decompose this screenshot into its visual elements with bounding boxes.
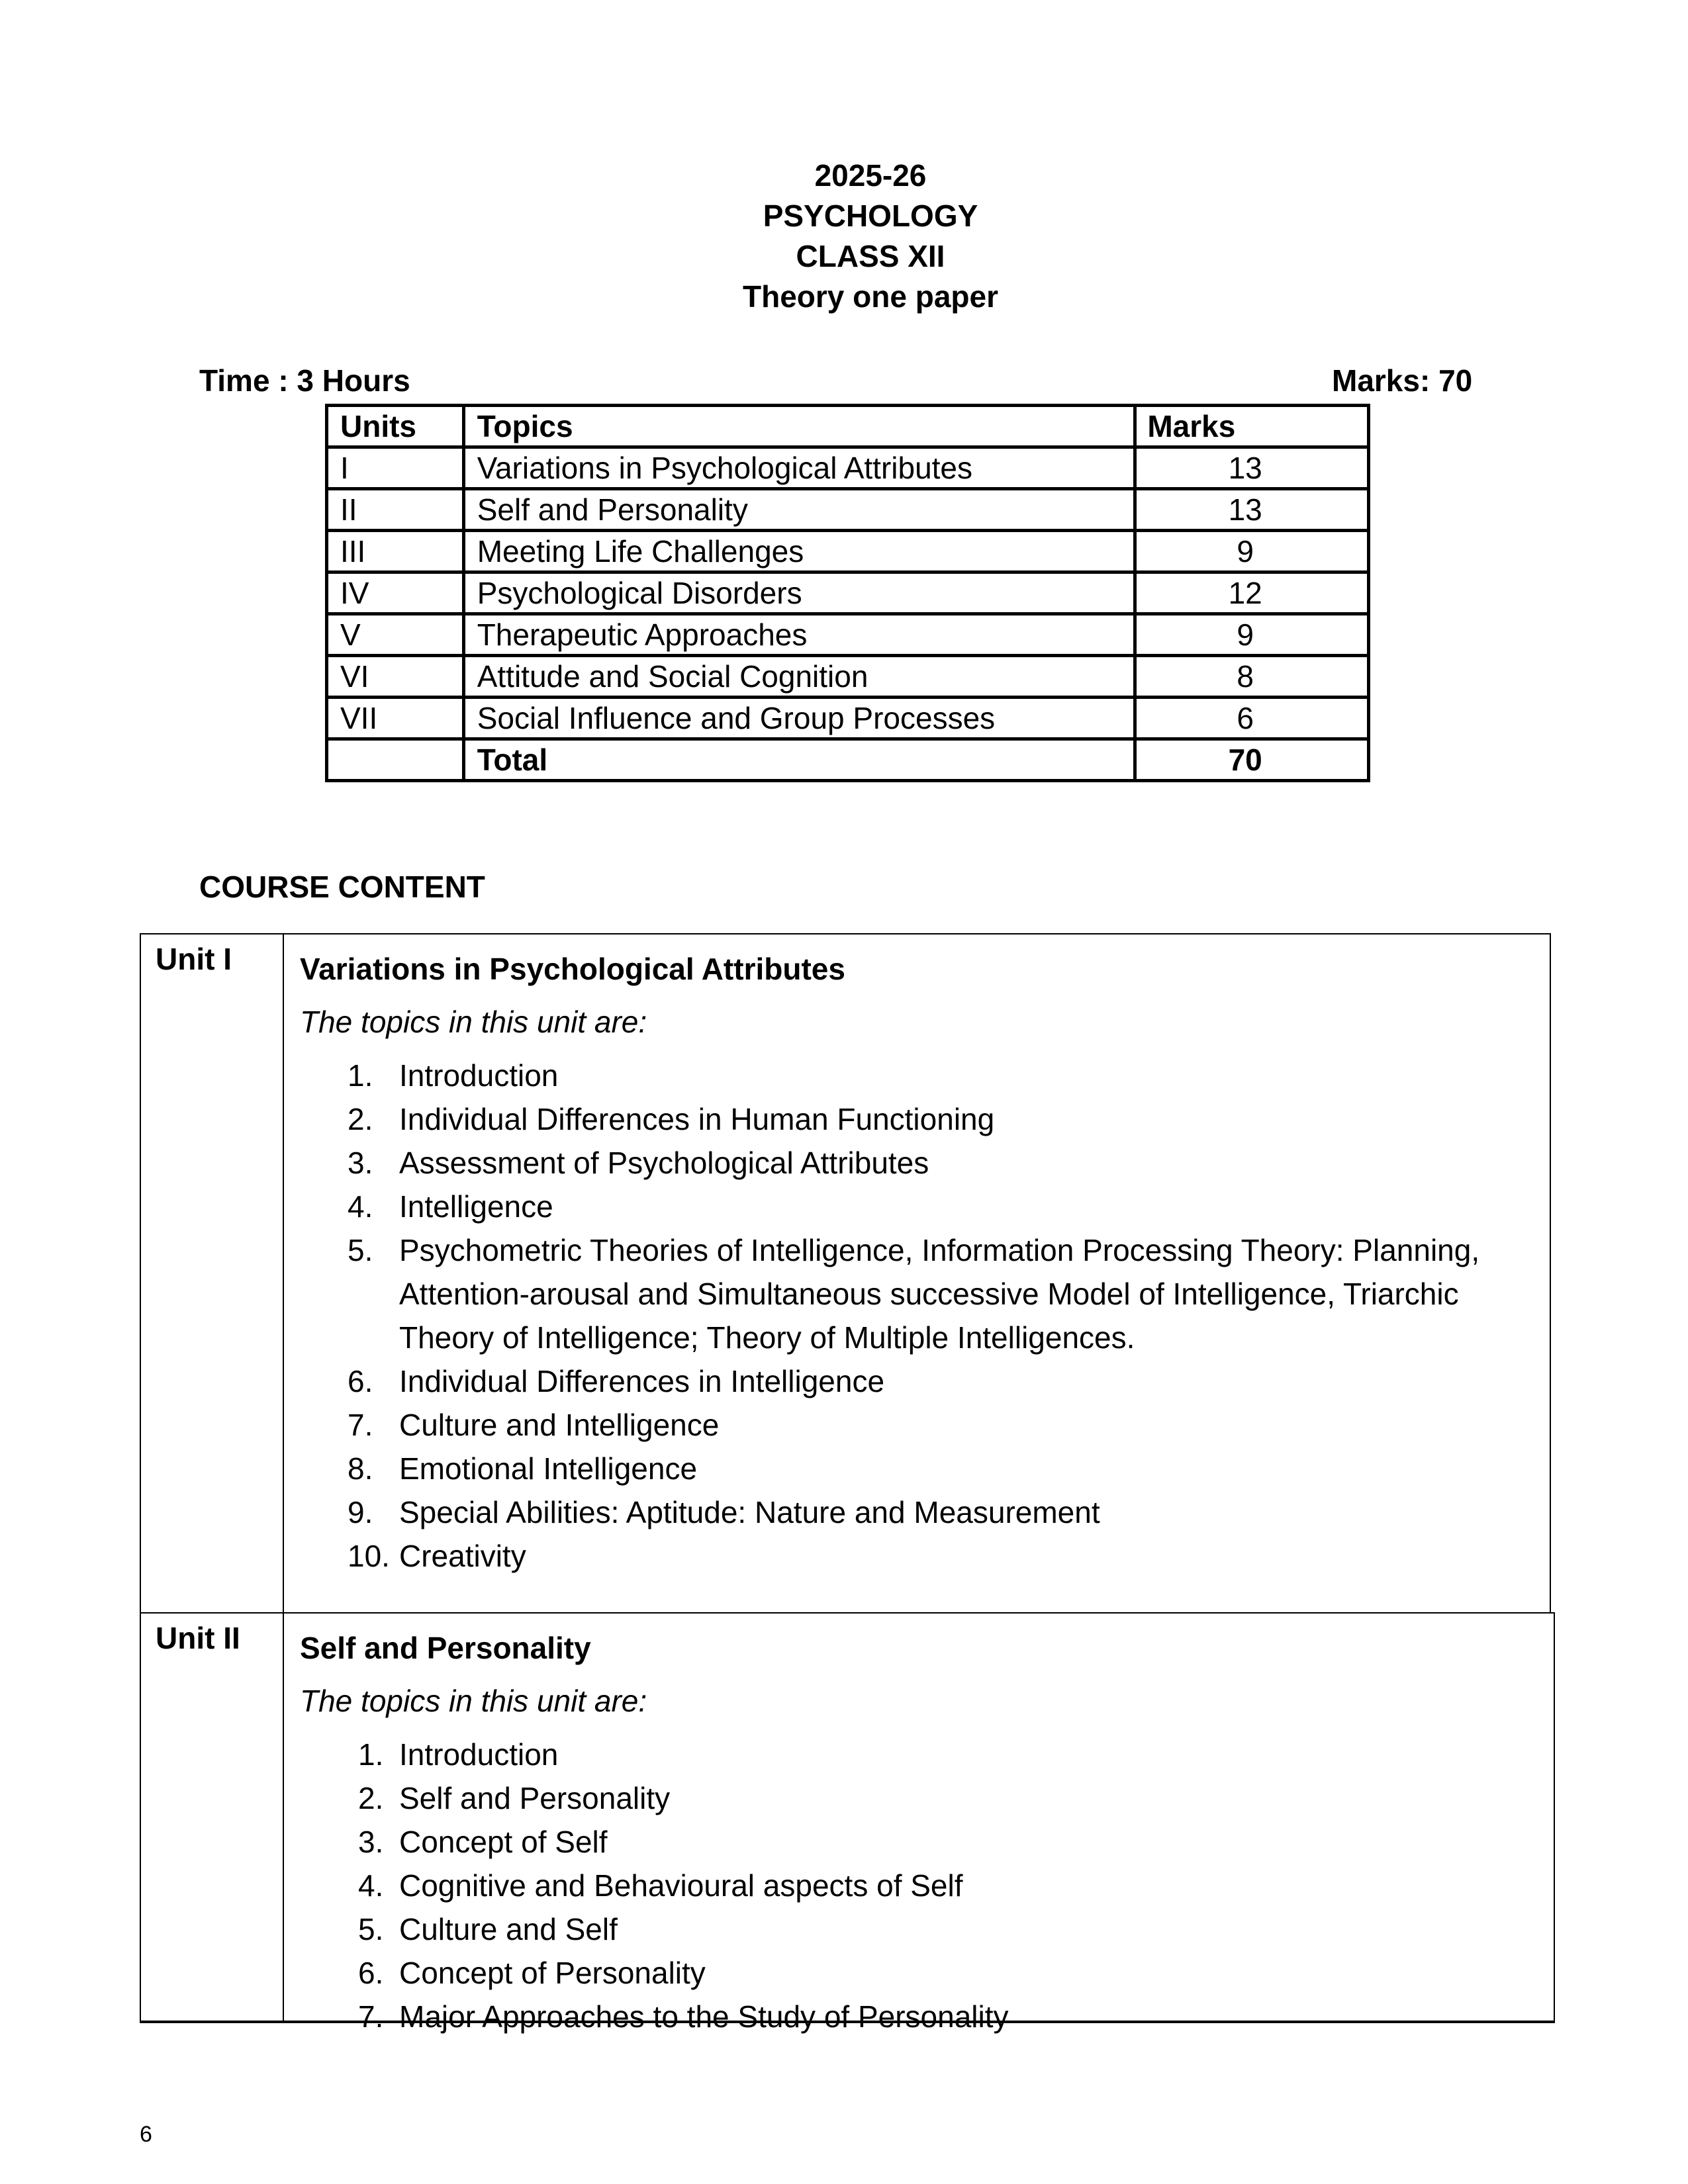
item-number: 3. [358, 1825, 384, 1859]
item-number: 4. [358, 1868, 384, 1903]
list-item [300, 1951, 1554, 1995]
list-item [300, 1054, 1550, 1097]
exam-time: Time : 3 Hours [199, 363, 410, 398]
table-row [327, 531, 1369, 572]
exam-marks: Marks: 70 [1332, 363, 1473, 398]
item-number: 4. [348, 1189, 373, 1224]
table-row [327, 447, 1369, 489]
topic-cell: Attitude and Social Cognition [463, 656, 1135, 698]
marks-cell: 13 [1135, 447, 1369, 489]
paper-title: Theory one paper [743, 279, 998, 314]
table-row [327, 698, 1369, 739]
list-item [300, 1490, 1550, 1534]
unit-section-2 [140, 1612, 1555, 2034]
unit-cell: II [327, 489, 464, 531]
item-text: Creativity [399, 1539, 526, 1573]
topic-cell: Variations in Psychological Attributes [463, 447, 1135, 489]
list-item [300, 1185, 1550, 1228]
unit-section-1 [140, 933, 1551, 1614]
unit-intro: The topics in this unit are: [300, 1684, 647, 1718]
unit-cell: III [327, 531, 464, 572]
unit-cell: VI [327, 656, 464, 698]
header-topics: Topics [463, 406, 1135, 447]
item-number: 2. [358, 1781, 384, 1815]
subject-title: PSYCHOLOGY [763, 199, 978, 233]
table-header-row [327, 406, 1369, 447]
list-item [300, 1447, 1550, 1490]
item-text: Self and Personality [399, 1781, 671, 1815]
item-text: Individual Differences in Intelligence [399, 1364, 885, 1398]
item-text: Concept of Personality [399, 1956, 706, 1990]
topic-cell: Psychological Disorders [463, 572, 1135, 614]
marks-cell: 9 [1135, 614, 1369, 656]
item-text: Introduction [399, 1058, 559, 1093]
academic-year: 2025-26 [814, 158, 927, 193]
item-text: Intelligence [399, 1189, 553, 1224]
topic-cell: Therapeutic Approaches [463, 614, 1135, 656]
item-text: Introduction [399, 1737, 559, 1772]
header-marks: Marks [1135, 406, 1369, 447]
total-unit-cell [327, 739, 464, 781]
item-number: 3. [348, 1146, 373, 1180]
item-number: 9. [348, 1495, 373, 1529]
table-row [327, 656, 1369, 698]
marks-cell: 13 [1135, 489, 1369, 531]
item-number: 2. [348, 1102, 373, 1136]
list-item [300, 1403, 1550, 1447]
item-text: Assessment of Psychological Attributes [399, 1146, 929, 1180]
list-item [300, 1141, 1550, 1185]
table-row [327, 489, 1369, 531]
item-text: Culture and Self [399, 1912, 618, 1946]
item-number: 6. [358, 1956, 384, 1990]
item-number: 5. [348, 1233, 373, 1267]
unit-title: Self and Personality [300, 1631, 591, 1665]
item-number: 10. [348, 1539, 390, 1573]
table-row [327, 614, 1369, 656]
list-item [300, 1820, 1554, 1864]
marks-cell: 12 [1135, 572, 1369, 614]
topic-list [300, 1733, 1554, 2038]
unit-intro: The topics in this unit are: [300, 1005, 647, 1039]
marks-cell: 6 [1135, 698, 1369, 739]
item-number: 8. [348, 1451, 373, 1486]
item-text: Cognitive and Behavioural aspects of Self [399, 1868, 963, 1903]
item-number: 1. [348, 1058, 373, 1093]
page-number: 6 [140, 2122, 152, 2147]
item-text: Special Abilities: Aptitude: Nature and Measurement [399, 1495, 1100, 1529]
list-item [300, 1097, 1550, 1141]
item-number: 7. [348, 1408, 373, 1442]
marks-cell: 8 [1135, 656, 1369, 698]
item-number: 6. [348, 1364, 373, 1398]
course-content-heading: COURSE CONTENT [199, 870, 485, 904]
unit-cell: V [327, 614, 464, 656]
marks-distribution-table [325, 404, 1370, 782]
total-label: Total [463, 739, 1135, 781]
unit-body [284, 934, 1550, 1578]
item-text: Major Approaches to the Study of Personality [399, 1999, 1009, 2034]
topic-cell: Social Influence and Group Processes [463, 698, 1135, 739]
item-number: 5. [358, 1912, 384, 1946]
list-item [300, 1733, 1554, 1776]
topic-list [300, 1054, 1550, 1578]
table-row [327, 572, 1369, 614]
item-text: Concept of Self [399, 1825, 608, 1859]
header-units: Units [327, 406, 464, 447]
item-text: Individual Differences in Human Functioning [399, 1102, 995, 1136]
total-row [327, 739, 1369, 781]
item-text: Culture and Intelligence [399, 1408, 720, 1442]
list-item [300, 1228, 1550, 1359]
list-item [300, 1864, 1554, 1907]
marks-cell: 9 [1135, 531, 1369, 572]
item-text: Emotional Intelligence [399, 1451, 698, 1486]
unit-cell: I [327, 447, 464, 489]
item-number: 1. [358, 1737, 384, 1772]
document-title [0, 156, 1688, 317]
list-item [300, 1359, 1550, 1403]
topic-cell: Meeting Life Challenges [463, 531, 1135, 572]
unit-title: Variations in Psychological Attributes [300, 952, 845, 986]
list-item [300, 1776, 1554, 1820]
list-item [300, 1534, 1550, 1578]
list-item [300, 1995, 1554, 2038]
unit-label: Unit II [141, 1614, 284, 2021]
topic-cell: Self and Personality [463, 489, 1135, 531]
unit-cell: VII [327, 698, 464, 739]
list-item [300, 1907, 1554, 1951]
item-text: Psychometric Theories of Intelligence, Information Processing Theory: Planning, Attention-arousal and Simultaneous successive Model of Intelligence, Triarchic Theory of Intelligence; Theory of Multiple Intelligences. [399, 1233, 1480, 1355]
total-marks: 70 [1135, 739, 1369, 781]
unit-label: Unit I [141, 934, 284, 1612]
unit-body [284, 1614, 1554, 2038]
unit-cell: IV [327, 572, 464, 614]
class-title: CLASS XII [796, 239, 945, 273]
item-number: 7. [358, 1999, 384, 2034]
